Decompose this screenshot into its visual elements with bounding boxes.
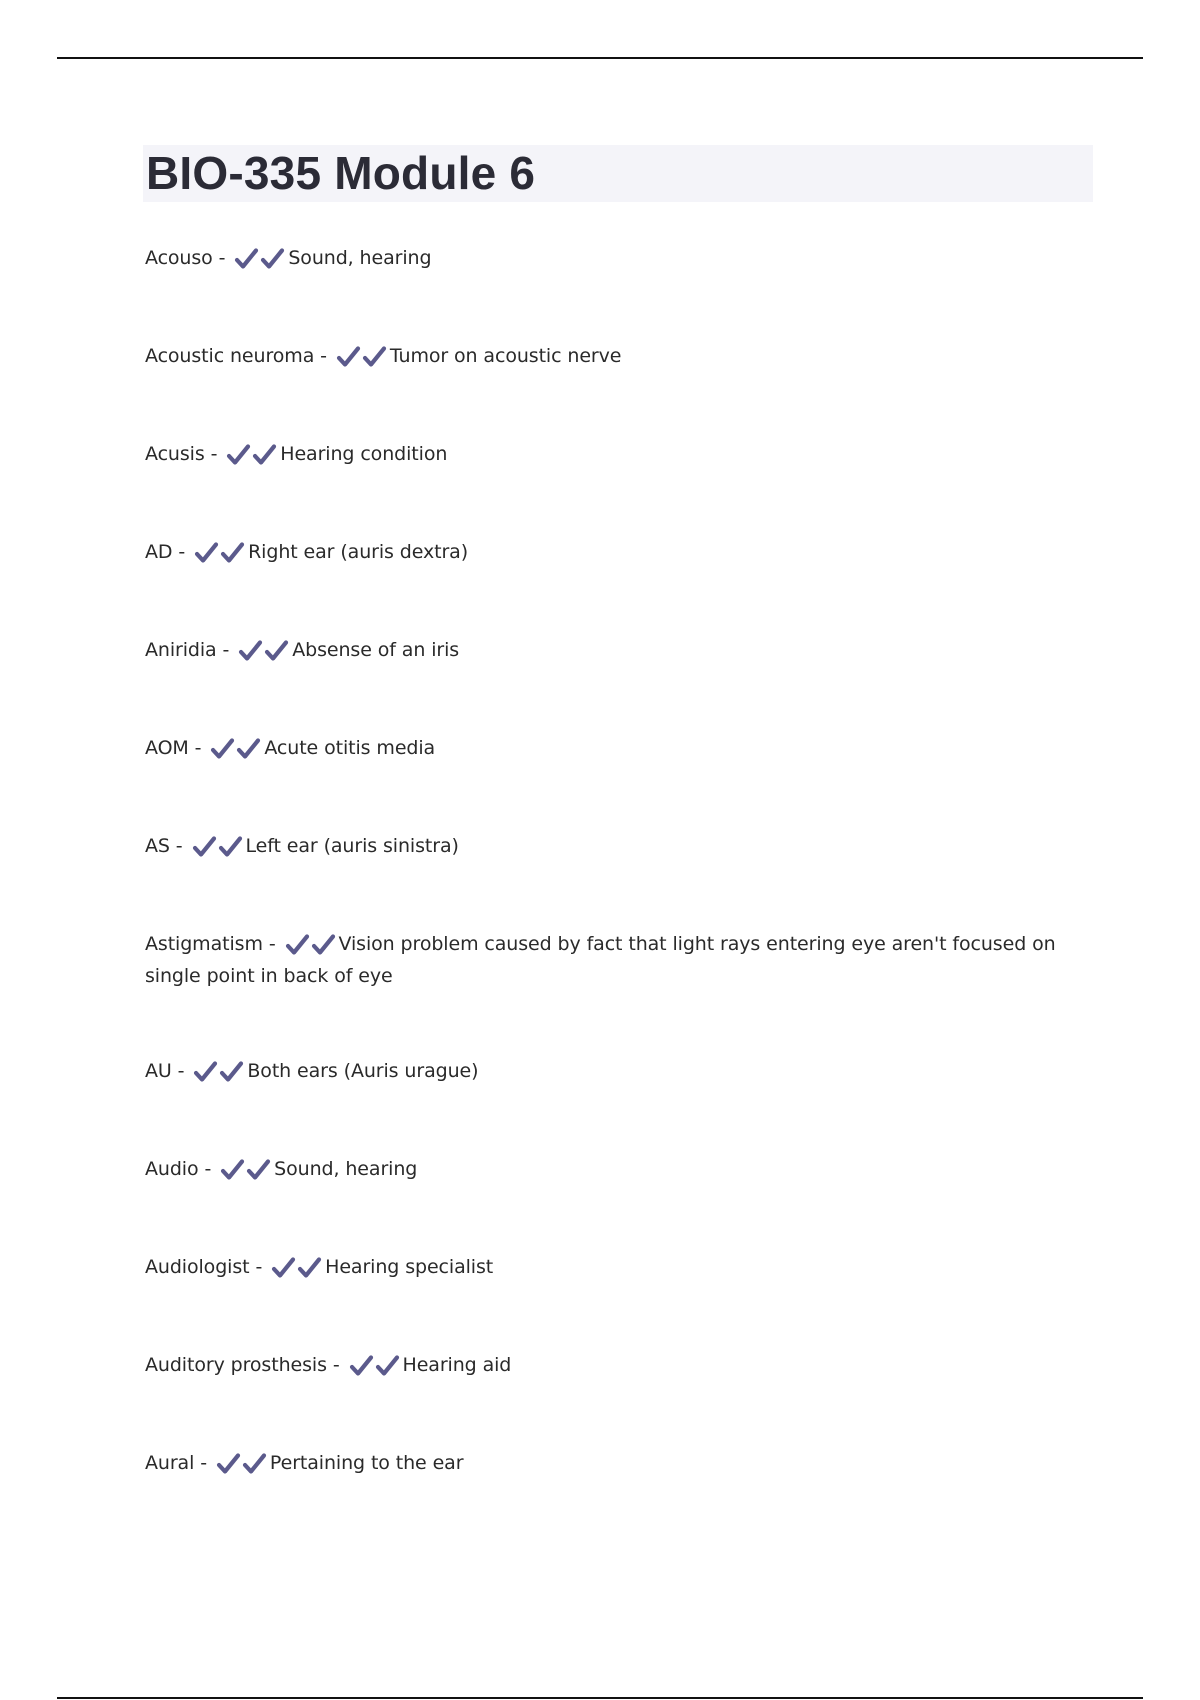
entry-definition: Absense of an iris <box>292 639 460 661</box>
entry-term: AS <box>145 835 170 857</box>
entry-term: Acusis <box>145 443 205 465</box>
entry-definition: Hearing specialist <box>325 1256 494 1278</box>
checkmark-icon <box>297 1256 323 1280</box>
answer-checkmarks <box>271 1256 323 1285</box>
checkmark-icon <box>218 835 244 859</box>
entry-definition: Hearing condition <box>280 443 448 465</box>
glossary-entry <box>145 930 1080 991</box>
checkmark-icon <box>252 443 278 467</box>
glossary-entry <box>145 1351 1080 1383</box>
entry-definition: Sound, hearing <box>288 247 432 269</box>
glossary-entry <box>145 734 1080 766</box>
checkmark-icon <box>193 1060 219 1084</box>
checkmark-icon <box>216 1452 242 1476</box>
checkmark-icon <box>375 1354 401 1378</box>
glossary-entry <box>145 1253 1080 1285</box>
entry-separator: - <box>204 443 224 465</box>
answer-checkmarks <box>234 247 286 276</box>
entry-definition: Tumor on acoustic nerve <box>389 345 622 367</box>
checkmark-icon <box>311 933 337 957</box>
checkmark-icon <box>336 345 362 369</box>
glossary-entry <box>145 832 1080 864</box>
glossary-entry <box>145 440 1080 472</box>
checkmark-icon <box>220 541 246 565</box>
entry-definition: Hearing aid <box>402 1354 512 1376</box>
document-title: BIO-335 Module 6 <box>146 147 536 199</box>
answer-checkmarks <box>285 933 337 962</box>
entry-term: Acouso <box>145 247 213 269</box>
entry-definition: Sound, hearing <box>274 1158 418 1180</box>
checkmark-icon <box>242 1452 268 1476</box>
entry-definition: Acute otitis media <box>264 737 436 759</box>
answer-checkmarks <box>210 737 262 766</box>
answer-checkmarks <box>226 443 278 472</box>
entry-term: Audiologist <box>145 1256 250 1278</box>
checkmark-icon <box>285 933 311 957</box>
glossary-entry <box>145 244 1080 276</box>
bottom-rule <box>57 1697 1143 1699</box>
checkmark-icon <box>226 443 252 467</box>
entry-separator: - <box>249 1256 269 1278</box>
glossary-entry <box>145 1057 1080 1089</box>
answer-checkmarks <box>192 835 244 864</box>
checkmark-icon <box>264 639 290 663</box>
glossary-entry <box>145 342 1080 374</box>
answer-checkmarks <box>194 541 246 570</box>
entry-separator: - <box>171 1060 191 1082</box>
entry-definition: Right ear (auris dextra) <box>248 541 469 563</box>
entry-definition: Pertaining to the ear <box>269 1452 464 1474</box>
glossary-entry <box>145 538 1080 570</box>
checkmark-icon <box>238 639 264 663</box>
entry-separator: - <box>188 737 208 759</box>
entry-separator: - <box>314 345 333 367</box>
entry-separator: - <box>262 933 282 955</box>
entry-definition: Left ear (auris sinistra) <box>245 835 459 857</box>
entry-term: Astigmatism <box>145 933 263 955</box>
checkmark-icon <box>194 541 220 565</box>
glossary-entry <box>145 1449 1080 1481</box>
entry-term: Acoustic neuroma <box>145 345 315 367</box>
top-rule <box>57 57 1143 59</box>
entry-term: AU <box>145 1060 172 1082</box>
entry-term: AOM <box>145 737 189 759</box>
entry-term: Auditory prosthesis <box>145 1354 327 1376</box>
entry-separator: - <box>172 541 192 563</box>
entry-definition: Vision problem caused by fact that light rays entering eye aren't focused on single point in back of eye <box>145 933 1056 987</box>
checkmark-icon <box>234 247 260 271</box>
checkmark-icon <box>260 247 286 271</box>
entry-definition: Both ears (Auris urague) <box>247 1060 479 1082</box>
entry-term: AD <box>145 541 173 563</box>
checkmark-icon <box>246 1158 272 1182</box>
answer-checkmarks <box>349 1354 401 1383</box>
entry-separator: - <box>194 1452 213 1474</box>
checkmark-icon <box>219 1060 245 1084</box>
answer-checkmarks <box>336 345 388 374</box>
glossary-entry <box>145 636 1080 668</box>
entry-term: Aniridia <box>145 639 217 661</box>
checkmark-icon <box>362 345 388 369</box>
checkmark-icon <box>236 737 262 761</box>
answer-checkmarks <box>193 1060 245 1089</box>
checkmark-icon <box>220 1158 246 1182</box>
entry-separator: - <box>326 1354 346 1376</box>
checkmark-icon <box>192 835 218 859</box>
answer-checkmarks <box>220 1158 272 1187</box>
checkmark-icon <box>349 1354 375 1378</box>
entry-separator: - <box>212 247 232 269</box>
entry-term: Aural <box>145 1452 195 1474</box>
entry-term: Audio <box>145 1158 199 1180</box>
glossary-entry <box>145 1155 1080 1187</box>
glossary-list <box>145 244 1080 1547</box>
entry-separator: - <box>216 639 236 661</box>
answer-checkmarks <box>216 1452 268 1481</box>
entry-separator: - <box>169 835 189 857</box>
entry-separator: - <box>198 1158 218 1180</box>
checkmark-icon <box>210 737 236 761</box>
answer-checkmarks <box>238 639 290 668</box>
checkmark-icon <box>271 1256 297 1280</box>
